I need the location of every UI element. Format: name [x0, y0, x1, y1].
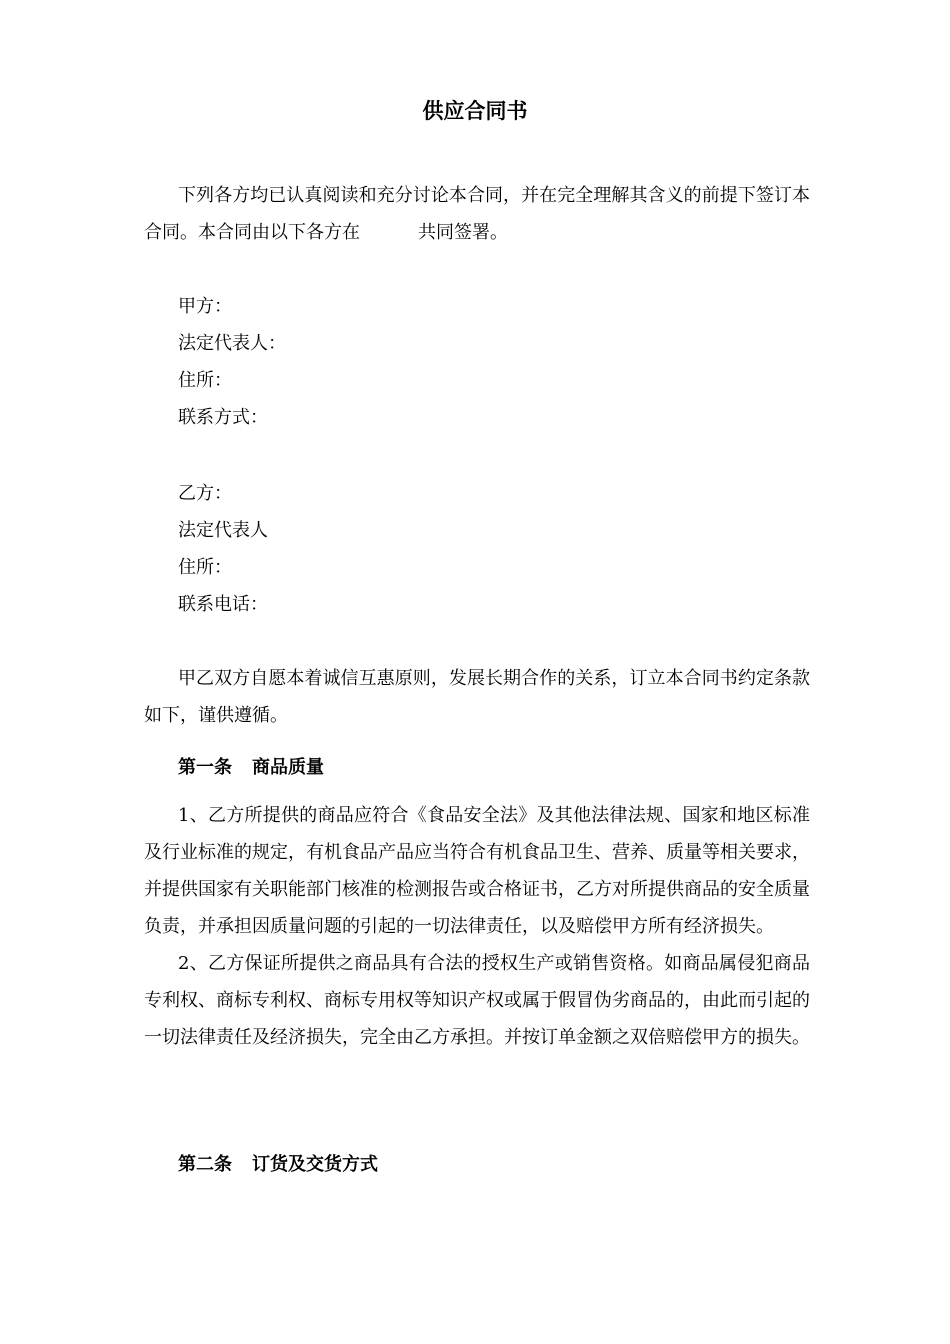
article1-title: 商品质量: [252, 757, 324, 778]
party-a-address-label: 住所：: [178, 370, 232, 391]
article2-heading: [144, 1150, 810, 1180]
party-a-rep-label: 法定代表人：: [178, 333, 286, 354]
party-a-name-label: 甲方：: [178, 296, 232, 317]
intro-paragraph: [144, 177, 810, 251]
intro-text: 下列各方均已认真阅读和充分讨论本合同，并在完全理解其含义的前提下签订本合同。本合同由以下各方在: [144, 185, 810, 243]
article1-heading: [144, 753, 810, 783]
party-b-address-label: 住所：: [178, 557, 232, 578]
article1-clause2: 2、乙方保证所提供之商品具有合法的授权生产或销售资格。如商品属侵犯商品专利权、商标专利权、商标专用权等知识产权或属于假冒伪劣商品的，由此而引起的一切法律责任及经济损失，完全由乙方承担。并按订单金额之双倍赔偿甲方的损失。: [144, 953, 810, 1048]
party-b-phone-label: 联系电话：: [178, 594, 268, 615]
article1-clauses: [144, 797, 810, 1056]
party-b-name-label: 乙方：: [178, 483, 232, 504]
article2-number: 第二条: [178, 1154, 232, 1175]
preamble-paragraph: [144, 660, 810, 734]
party-b-section: [144, 475, 810, 623]
document-title: 供应合同书: [422, 98, 528, 123]
article1-number: 第一条: [178, 757, 232, 778]
article2-title: 订货及交货方式: [252, 1154, 378, 1175]
party-a-section: [144, 288, 810, 436]
article1-clause1: 1、乙方所提供的商品应符合《食品安全法》及其他法律法规、国家和地区标准及行业标准的规定，有机食品产品应当符合有机食品卫生、营养、质量等相关要求，并提供国家有关职能部门核准的检测报告或合格证书，乙方对所提供商品的安全质量负责，并承担因质量问题的引起的一切法律责任，以及赔偿甲方所有经济损失。: [144, 805, 810, 937]
intro-text-end: 共同签署。: [418, 222, 508, 243]
party-b-rep-label: 法定代表人: [178, 520, 268, 541]
party-a-contact-label: 联系方式：: [178, 407, 268, 428]
preamble-text: 甲乙双方自愿本着诚信互惠原则，发展长期合作的关系，订立本合同书约定条款如下，谨供遵循。: [144, 668, 810, 726]
